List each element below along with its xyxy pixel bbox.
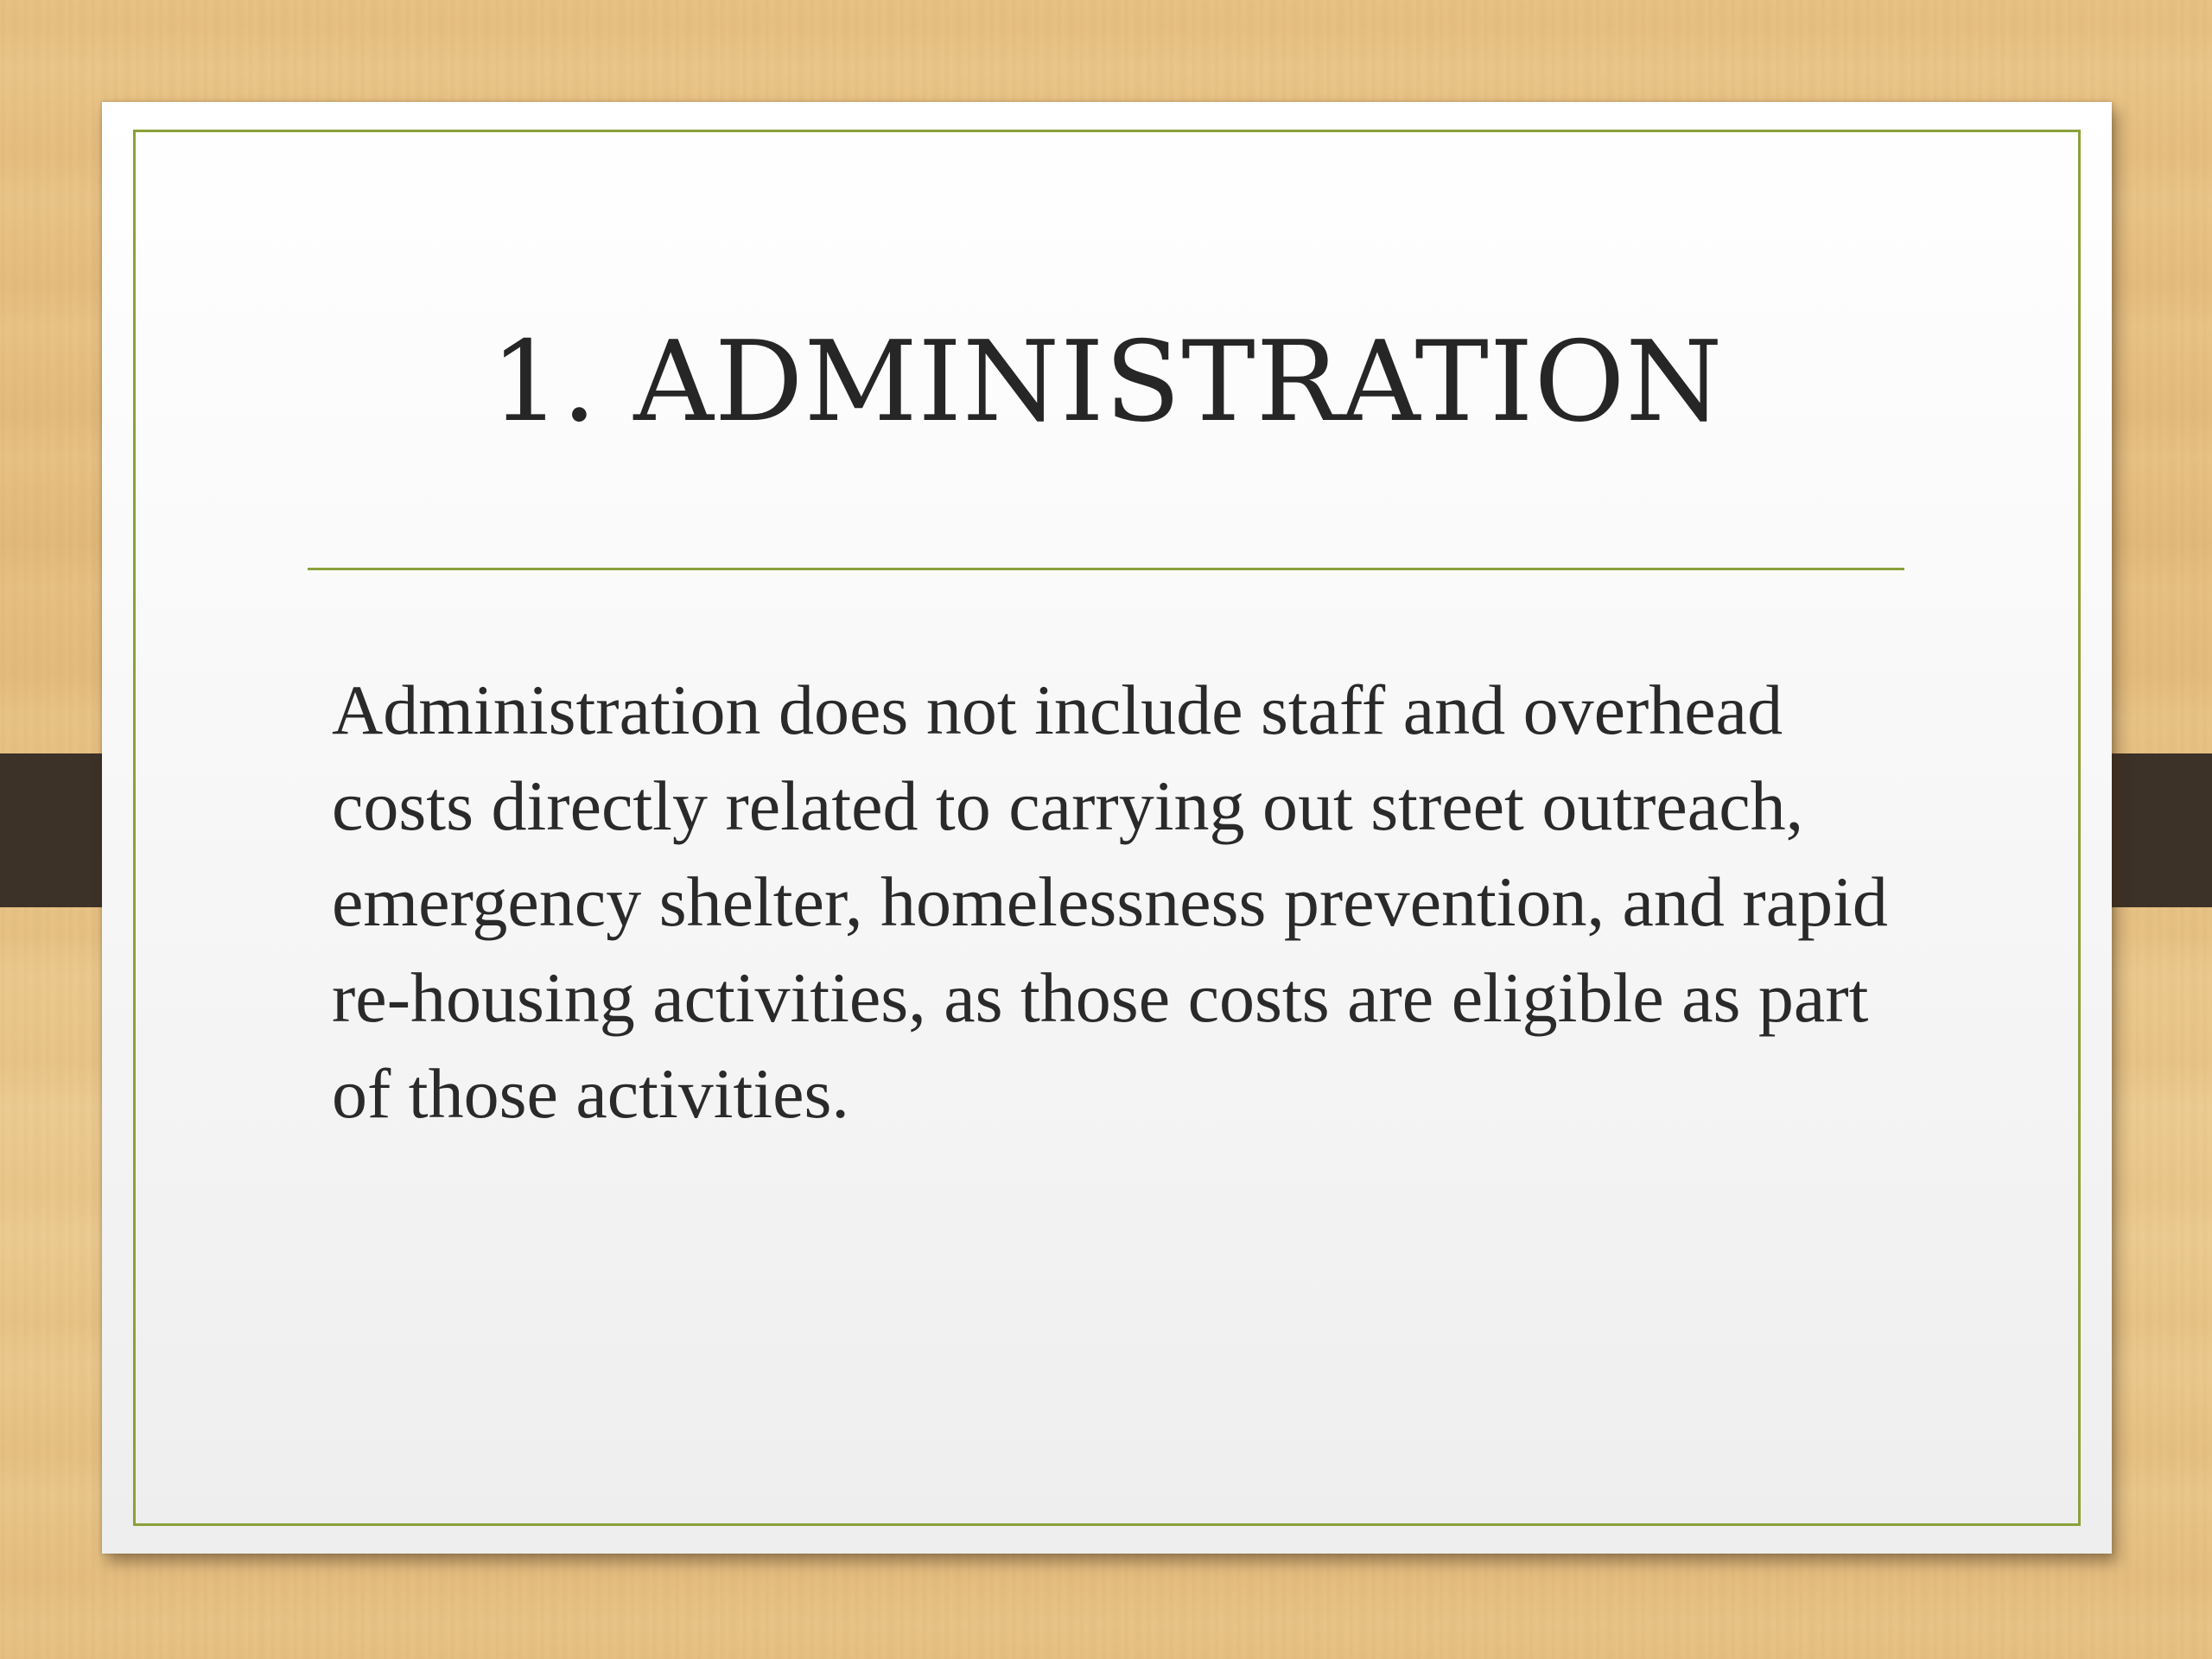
- slide-body-text: Administration does not include staff and overhead costs directly related to carrying out street outreach, emergency shelter, homelessness prevention, and rapid re-housing activities, as those costs are eligible as part of those activities.: [332, 671, 1888, 1133]
- slide-card: [102, 102, 2112, 1554]
- title-divider: [308, 568, 1904, 570]
- slide-title: 1. ADMINISTRATION: [490, 318, 1724, 447]
